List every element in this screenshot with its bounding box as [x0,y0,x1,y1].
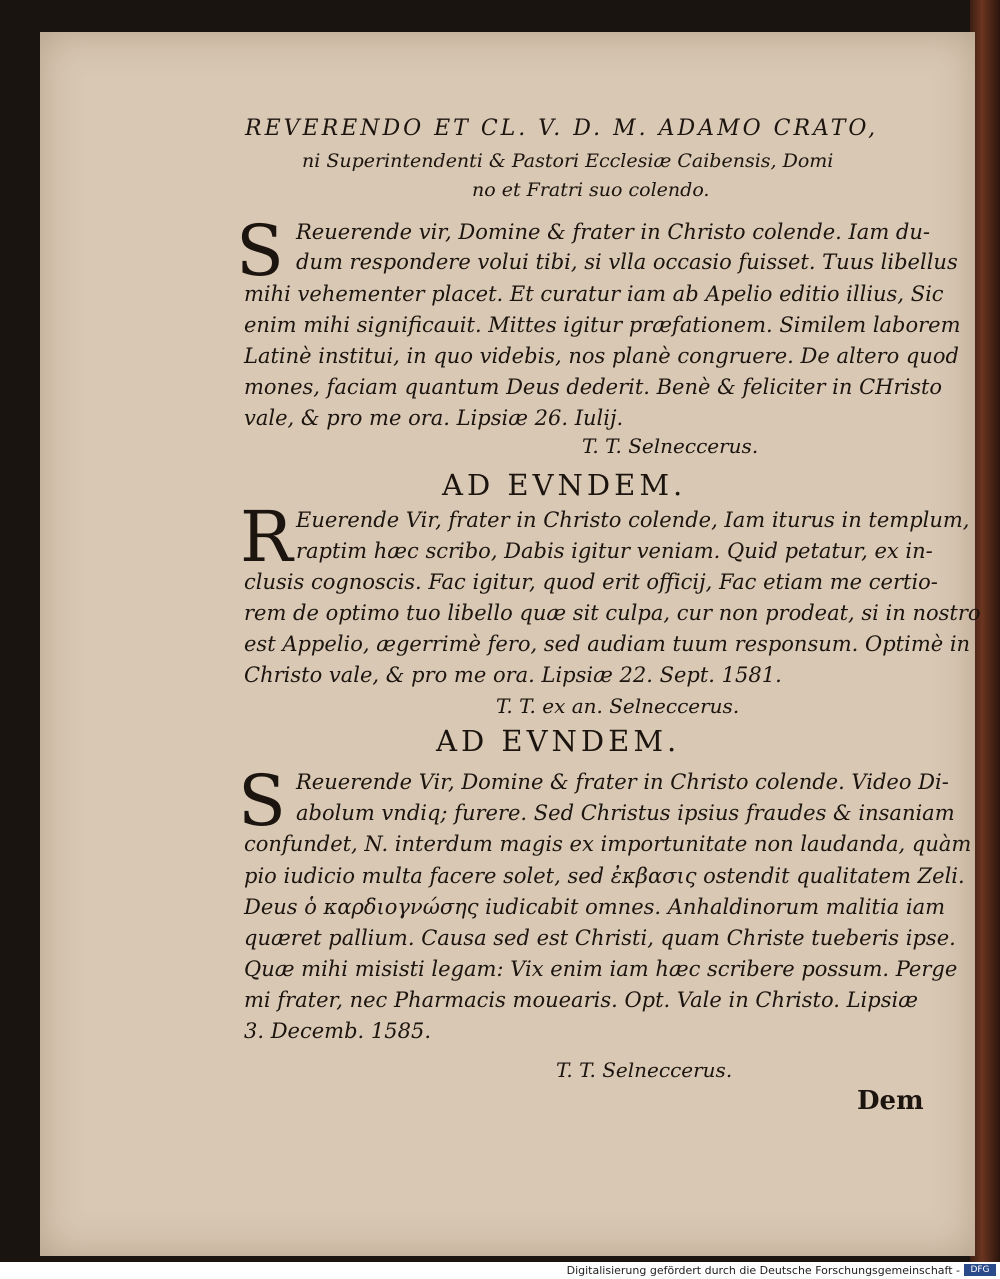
letter1-heading-line-3: no et Fratri suo colendo. [472,179,710,201]
letter1-heading-line-1: REVERENDO ET CL. V. D. M. ADAMO CRATO, [245,116,879,141]
letter1-line: enim mihi significauit. Mittes igitur præfationem. Similem laborem [244,313,961,337]
letter3-heading: AD EVNDEM. [436,724,681,758]
letter1-line: mones, faciam quantum Deus dederit. Benè & feliciter in CHristo [244,375,943,399]
letter2-line: Christo vale, & pro me ora. Lipsiæ 22. Sept. 1581. [244,663,782,687]
letter2-line: raptim hæc scribo, Dabis igitur veniam. Quid petatur, ex in- [296,539,933,563]
letter2-dropcap: R [240,496,293,578]
letter3-line: abolum vndiq; furere. Sed Christus ipsius fraudes & insaniam [296,801,955,825]
letter2-line: est Appelio, ægerrimè fero, sed audiam tuum responsum. Optimè in [244,632,971,656]
letter1-dropcap: S [236,210,284,292]
letter3-line: 3. Decemb. 1585. [244,1019,431,1043]
letter3-line: Quæ mihi misisti legam: Vix enim iam hæc scribere possum. Perge [244,957,958,981]
letter2-signature: T. T. ex an. Selneccerus. [496,694,740,718]
letter3-line: confundet, N. interdum magis ex importunitate non laudanda, quàm [244,832,972,856]
letter1-line: Latinè institui, in quo videbis, nos planè congruere. De altero quod [244,344,959,368]
letter1-line: mihi vehementer placet. Et curatur iam ab Apelio editio illius, Sic [244,282,944,306]
letter3-line: Reuerende Vir, Domine & frater in Christo colende. Video Di- [296,770,949,794]
letter3-line: pio iudicio multa facere solet, sed ἐκβασις ostendit qualitatem Zeli. [244,864,965,888]
letter2-heading: AD EVNDEM. [442,468,687,502]
document-page [40,32,981,1256]
dfg-logo: DFG [964,1264,996,1276]
catchword: Dem [857,1086,924,1116]
letter3-line: Deus ὁ καρδιογνώσης iudicabit omnes. Anhaldinorum malitia iam [244,895,946,919]
letter3-dropcap: S [238,760,286,842]
footer-credit-text: Digitalisierung gefördert durch die Deutsche Forschungsgemeinschaft - [566,1264,960,1277]
letter1-line: Reuerende vir, Domine & frater in Christo colende. Iam du- [296,220,930,244]
letter2-line: Euerende Vir, frater in Christo colende, Iam iturus in templum, [296,508,970,532]
letter2-line: clusis cognoscis. Fac igitur, quod erit officij, Fac etiam me certio- [244,570,938,594]
letter2-line: rem de optimo tuo libello quæ sit culpa, cur non prodeat, si in nostro [244,601,981,625]
letter1-signature: T. T. Selneccerus. [582,434,759,458]
letter3-signature: T. T. Selneccerus. [556,1058,733,1082]
letter1-line: dum respondere volui tibi, si vlla occasio fuisset. Tuus libellus [296,250,958,274]
letter1-line: vale, & pro me ora. Lipsiæ 26. Iulij. [244,406,624,430]
letter3-line: mi frater, nec Pharmacis mouearis. Opt. Vale in Christo. Lipsiæ [244,988,918,1012]
digitization-footer [0,1262,1000,1279]
letter3-line: quæret pallium. Causa sed est Christi, quam Christe tueberis ipse. [244,926,956,950]
letter1-heading-line-2: ni Superintendenti & Pastori Ecclesiæ Caibensis, Domi [302,150,834,172]
